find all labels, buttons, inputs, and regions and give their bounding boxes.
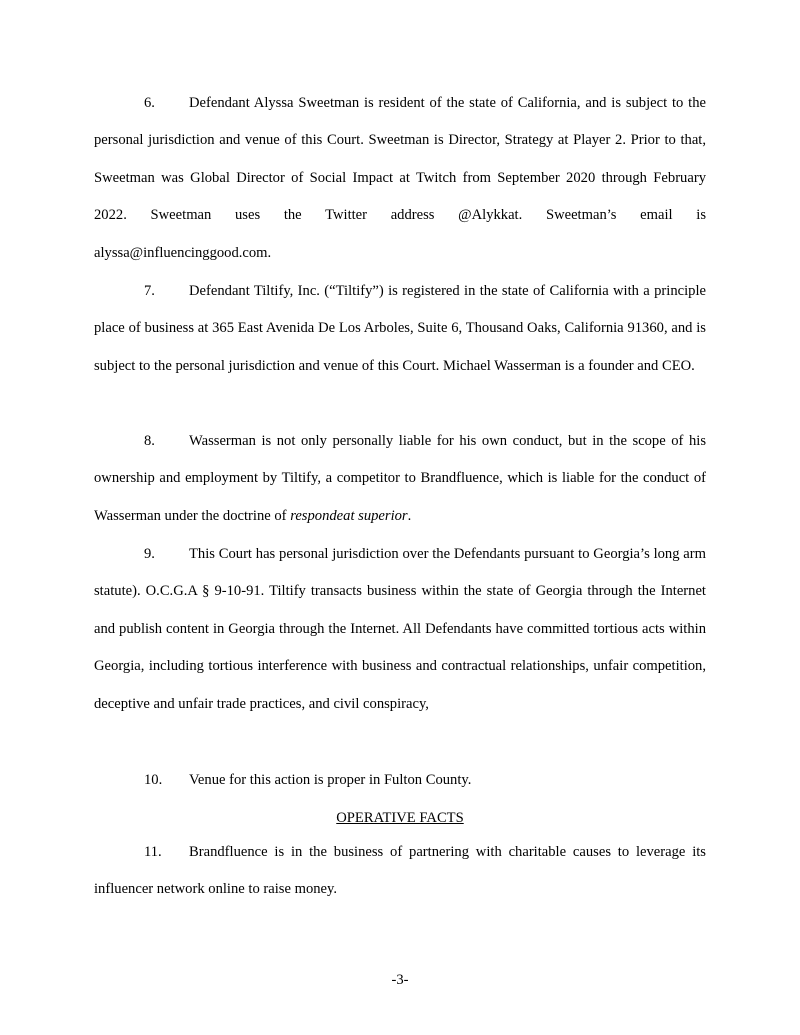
paragraph-number: 6. bbox=[144, 95, 155, 111]
paragraph-text: Wasserman is not only personally liable for his own conduct, but in the scope of his ownership and employment by Tiltify, a competitor to Brandfluence, which is liable for the conduct of Wasserman under the doctrine of bbox=[94, 433, 706, 524]
paragraph-number: 9. bbox=[144, 546, 155, 562]
paragraph-6 bbox=[94, 85, 706, 272]
paragraph-text-italic: respondeat superior bbox=[290, 507, 408, 524]
paragraph-number: 11. bbox=[144, 844, 162, 860]
paragraph-9 bbox=[94, 536, 706, 723]
paragraph-text-end: . bbox=[407, 507, 412, 524]
paragraph-text: This Court has personal jurisdiction over the Defendants pursuant to Georgia’s long arm statute). O.C.G.A § 9-10-91. Tiltify transacts business within the state of Georgia through the Internet and publish content in Georgia through the Internet. All Defendants have committed tortious acts within Georgia, including tortious interference with business and contractual relationships, unfair competition, deceptive and unfair trade practices, and civil conspiracy, bbox=[94, 546, 706, 712]
paragraph-number: 7. bbox=[144, 283, 155, 299]
paragraph-number: 8. bbox=[144, 433, 155, 449]
paragraph-11 bbox=[94, 834, 706, 909]
section-heading: OPERATIVE FACTS bbox=[336, 810, 464, 826]
paragraph-text: Brandfluence is in the business of partnering with charitable causes to leverage its influencer network online to raise money. bbox=[94, 844, 706, 898]
paragraph-text: Defendant Alyssa Sweetman is resident of the state of California, and is subject to the personal jurisdiction and venue of this Court. Sweetman is Director, Strategy at Player 2. Prior to that, Sweetman was Global Director of Social Impact at Twitch from September 2020 through February 2022. Sweetman uses the Twitter address @Alykkat. Sweetman’s email is alyssa@influencinggood.com. bbox=[94, 95, 706, 261]
paragraph-number: 10. bbox=[144, 772, 163, 788]
page-number: -3- bbox=[391, 972, 409, 988]
paragraph-10 bbox=[94, 762, 706, 799]
paragraph-7 bbox=[94, 273, 706, 385]
paragraph-text: Venue for this action is proper in Fulton County. bbox=[189, 772, 472, 788]
paragraph-text: Defendant Tiltify, Inc. (“Tiltify”) is registered in the state of California with a principle place of business at 365 East Avenida De Los Arboles, Suite 6, Thousand Oaks, California 91360, and is subject to the personal jurisdiction and venue of this Court. Michael Wasserman is a founder and CEO. bbox=[94, 283, 706, 374]
paragraph-8 bbox=[94, 423, 706, 535]
